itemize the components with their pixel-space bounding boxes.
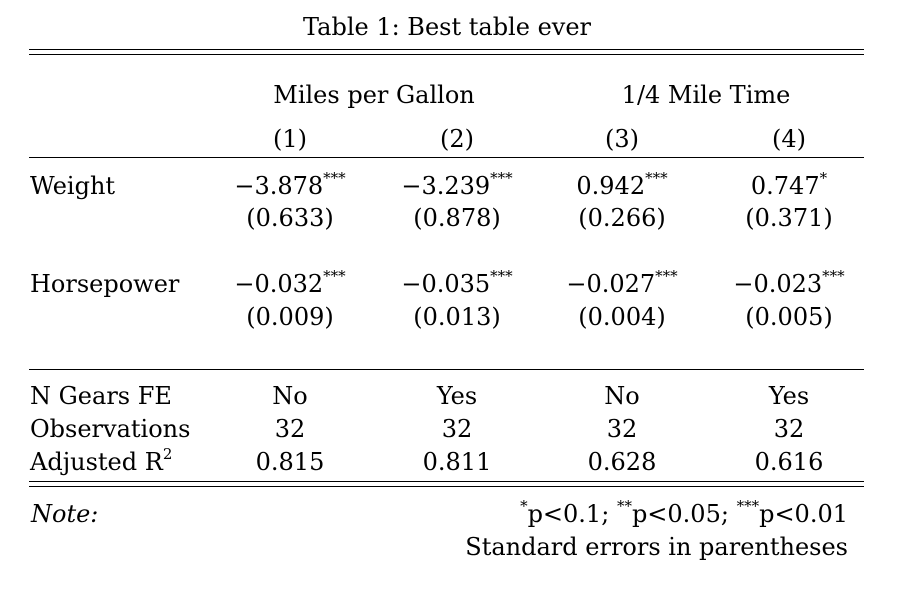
coef-cell	[733, 267, 845, 298]
model-number: (1)	[273, 125, 307, 153]
stats-rule	[29, 369, 864, 370]
significance-stars: ***	[655, 267, 678, 285]
note-sig-text: p<0.05;	[631, 500, 729, 528]
stat-value: Yes	[436, 382, 478, 410]
estimate: 0.942	[576, 172, 646, 200]
std-error: (0.371)	[745, 204, 833, 232]
std-error: (0.009)	[246, 303, 334, 331]
stat-value: 0.815	[255, 448, 325, 476]
stat-value: No	[272, 382, 308, 410]
row-label-observations: Observations	[30, 415, 191, 443]
stat-value: 32	[441, 415, 473, 443]
coef-cell	[401, 169, 513, 200]
stat-value: Yes	[768, 382, 810, 410]
std-error: (0.633)	[246, 204, 334, 232]
significance-stars: ***	[645, 169, 668, 187]
row-label-horsepower: Horsepower	[30, 270, 180, 298]
group-header-qsec: 1/4 Mile Time	[621, 81, 791, 109]
stat-value: 32	[773, 415, 805, 443]
stat-value: 32	[606, 415, 638, 443]
top-rule-2	[29, 54, 864, 55]
coef-cell	[576, 169, 668, 200]
coef-cell	[234, 267, 346, 298]
significance-stars: *	[819, 169, 828, 187]
significance-stars: *	[520, 497, 528, 515]
std-error: (0.013)	[413, 303, 501, 331]
estimate: 0.747	[750, 172, 820, 200]
top-rule-1	[29, 49, 864, 50]
coef-cell	[566, 267, 678, 298]
bottom-rule-2	[29, 486, 864, 487]
estimate: −3.878	[234, 172, 324, 200]
coef-cell	[750, 169, 828, 200]
std-error: (0.004)	[578, 303, 666, 331]
significance-stars: ***	[822, 267, 845, 285]
note-std-errors: Standard errors in parentheses	[465, 533, 848, 561]
model-number: (2)	[440, 125, 474, 153]
std-error: (0.005)	[745, 303, 833, 331]
note-label: Note:	[31, 500, 99, 528]
stat-value: No	[604, 382, 640, 410]
estimate: −0.023	[733, 270, 823, 298]
model-number: (3)	[605, 125, 639, 153]
std-error: (0.878)	[413, 204, 501, 232]
coef-cell	[234, 169, 346, 200]
coef-cell	[401, 267, 513, 298]
std-error: (0.266)	[578, 204, 666, 232]
estimate: −0.027	[566, 270, 656, 298]
superscript: 2	[162, 445, 173, 463]
stat-value: 0.811	[422, 448, 492, 476]
significance-stars: ***	[323, 169, 346, 187]
adj-r2-label: Adjusted R	[30, 448, 163, 476]
stat-value: 0.628	[587, 448, 657, 476]
bottom-rule-1	[29, 481, 864, 482]
table-caption: Table 1: Best table ever	[303, 13, 591, 41]
stat-value: 0.616	[754, 448, 824, 476]
significance-stars: **	[616, 497, 632, 515]
model-number: (4)	[772, 125, 806, 153]
header-rule	[29, 157, 864, 158]
note-significance	[520, 497, 848, 528]
estimate: −0.035	[401, 270, 491, 298]
significance-stars: ***	[323, 267, 346, 285]
row-label-gears-fe: N Gears FE	[30, 382, 172, 410]
estimate: −0.032	[234, 270, 324, 298]
row-label-weight: Weight	[30, 172, 116, 200]
note-sig-text: p<0.01	[759, 500, 848, 528]
note-sig-text: p<0.1;	[527, 500, 610, 528]
significance-stars: ***	[490, 169, 513, 187]
group-header-mpg: Miles per Gallon	[273, 81, 475, 109]
stat-value: 32	[274, 415, 306, 443]
estimate: −3.239	[401, 172, 491, 200]
significance-stars: ***	[490, 267, 513, 285]
row-label-adj-r2	[30, 445, 173, 476]
significance-stars: ***	[736, 497, 760, 515]
